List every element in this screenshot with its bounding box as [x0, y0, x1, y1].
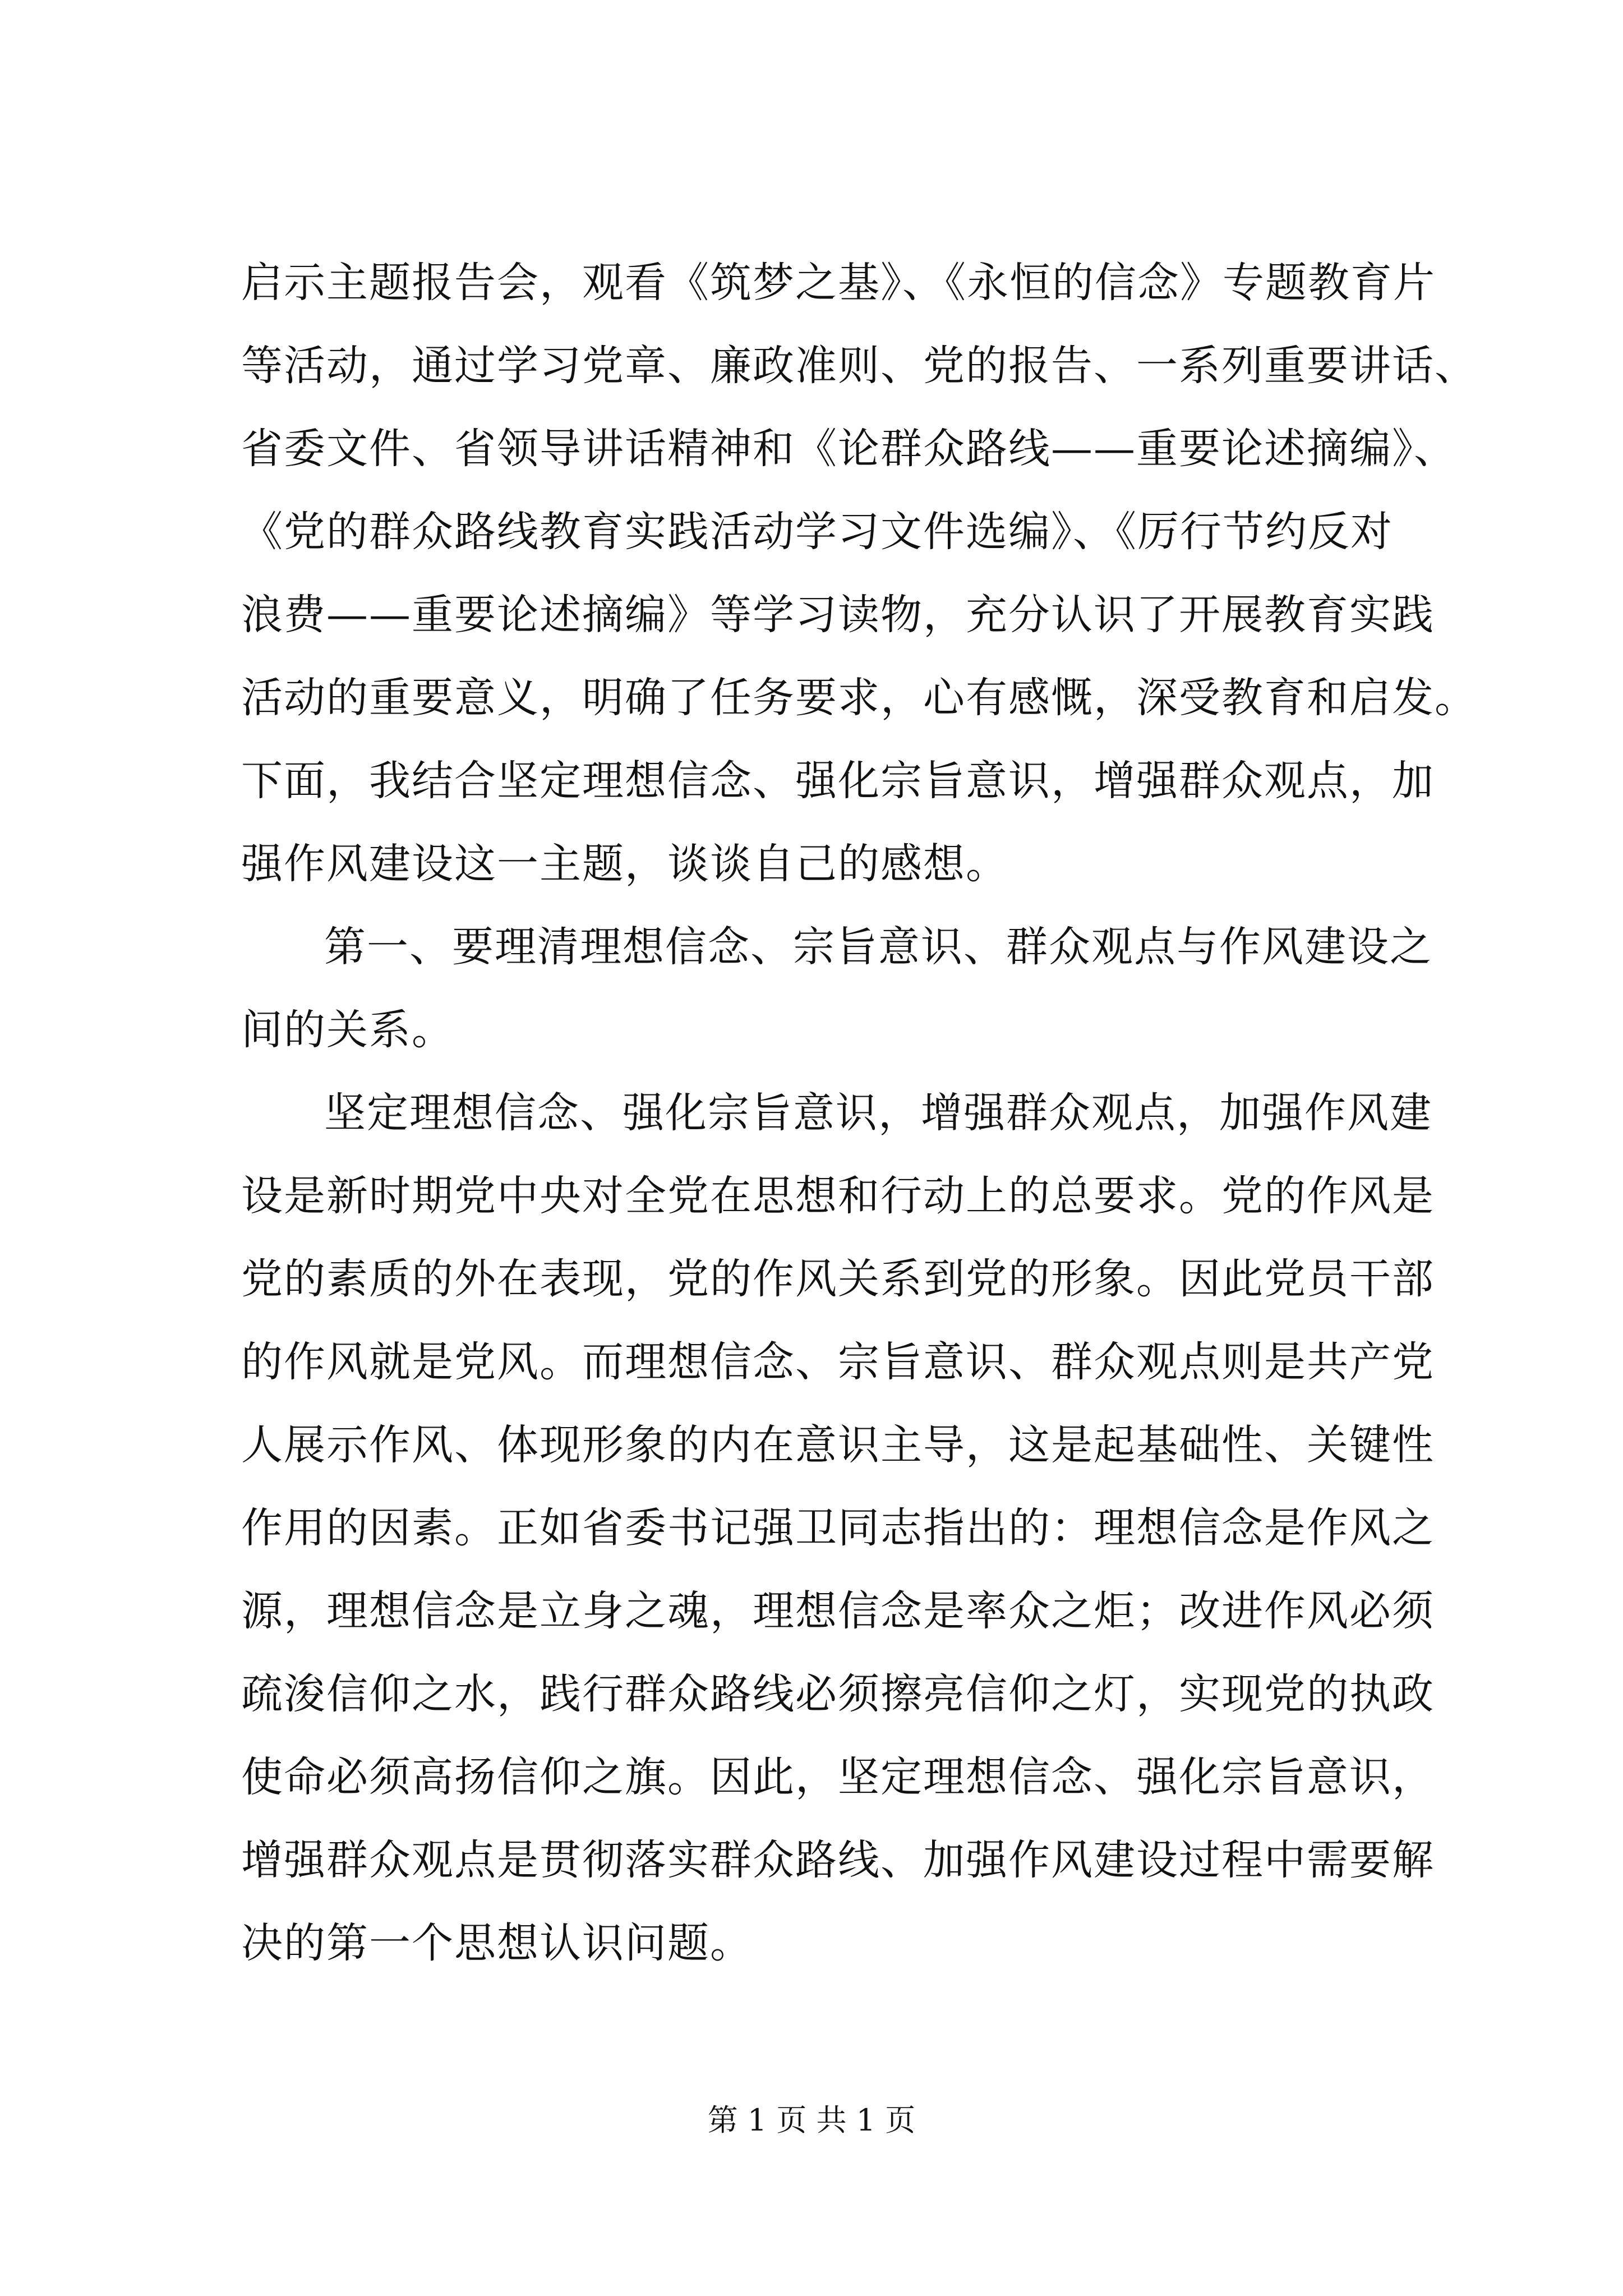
- text-line: 作用的因素。正如省委书记强卫同志指出的：理想信念是作风之: [241, 1504, 1435, 1552]
- text-line: 人展示作风、体现形象的内在意识主导，这是起基础性、关键性: [241, 1421, 1435, 1469]
- text-line: 强作风建设这一主题，谈谈自己的感想。: [241, 840, 1008, 888]
- section-heading: 第一、要理清理想信念、宗旨意识、群众观点与作风建设之: [324, 923, 1432, 971]
- paragraph-start: 坚定理想信念、强化宗旨意识，增强群众观点，加强作风建: [324, 1089, 1432, 1137]
- text-line: 间的关系。: [241, 1006, 454, 1054]
- text-line: 启示主题报告会，观看《筑梦之基》、《永恒的信念》专题教育片: [241, 259, 1436, 307]
- document-body: [241, 241, 1477, 1985]
- text-line: 的作风就是党风。而理想信念、宗旨意识、群众观点则是共产党: [241, 1338, 1435, 1386]
- text-line: 等活动，通过学习党章、廉政准则、党的报告、一系列重要讲话、: [241, 342, 1477, 390]
- text-line: 浪费——重要论述摘编》等学习读物，充分认识了开展教育实践: [241, 591, 1435, 639]
- text-line: 党的素质的外在表现，党的作风关系到党的形象。因此党员干部: [241, 1255, 1435, 1303]
- text-line: 省委文件、省领导讲话精神和《论群众路线——重要论述摘编》、: [241, 425, 1456, 473]
- page-footer: [0, 2098, 1623, 2143]
- text-line: 《党的群众路线教育实践活动学习文件选编》、《厉行节约反对: [241, 508, 1393, 556]
- text-line: 源，理想信念是立身之魂，理想信念是率众之炬；改进作风必须: [241, 1587, 1435, 1635]
- text-line: 下面，我结合坚定理想信念、强化宗旨意识，增强群众观点，加: [241, 757, 1435, 805]
- text-line: 活动的重要意义，明确了任务要求，心有感慨，深受教育和启发。: [241, 674, 1477, 722]
- page-number-label: 第 1 页 共 1 页: [707, 2102, 916, 2138]
- text-line: 疏浚信仰之水，践行群众路线必须擦亮信仰之灯，实现党的执政: [241, 1670, 1435, 1718]
- text-line: 使命必须高扬信仰之旗。因此，坚定理想信念、强化宗旨意识，: [241, 1753, 1435, 1801]
- text-line: 设是新时期党中央对全党在思想和行动上的总要求。党的作风是: [241, 1172, 1435, 1220]
- text-line: 决的第一个思想认识问题。: [241, 1919, 753, 1967]
- text-line: 增强群众观点是贯彻落实群众路线、加强作风建设过程中需要解: [241, 1836, 1435, 1884]
